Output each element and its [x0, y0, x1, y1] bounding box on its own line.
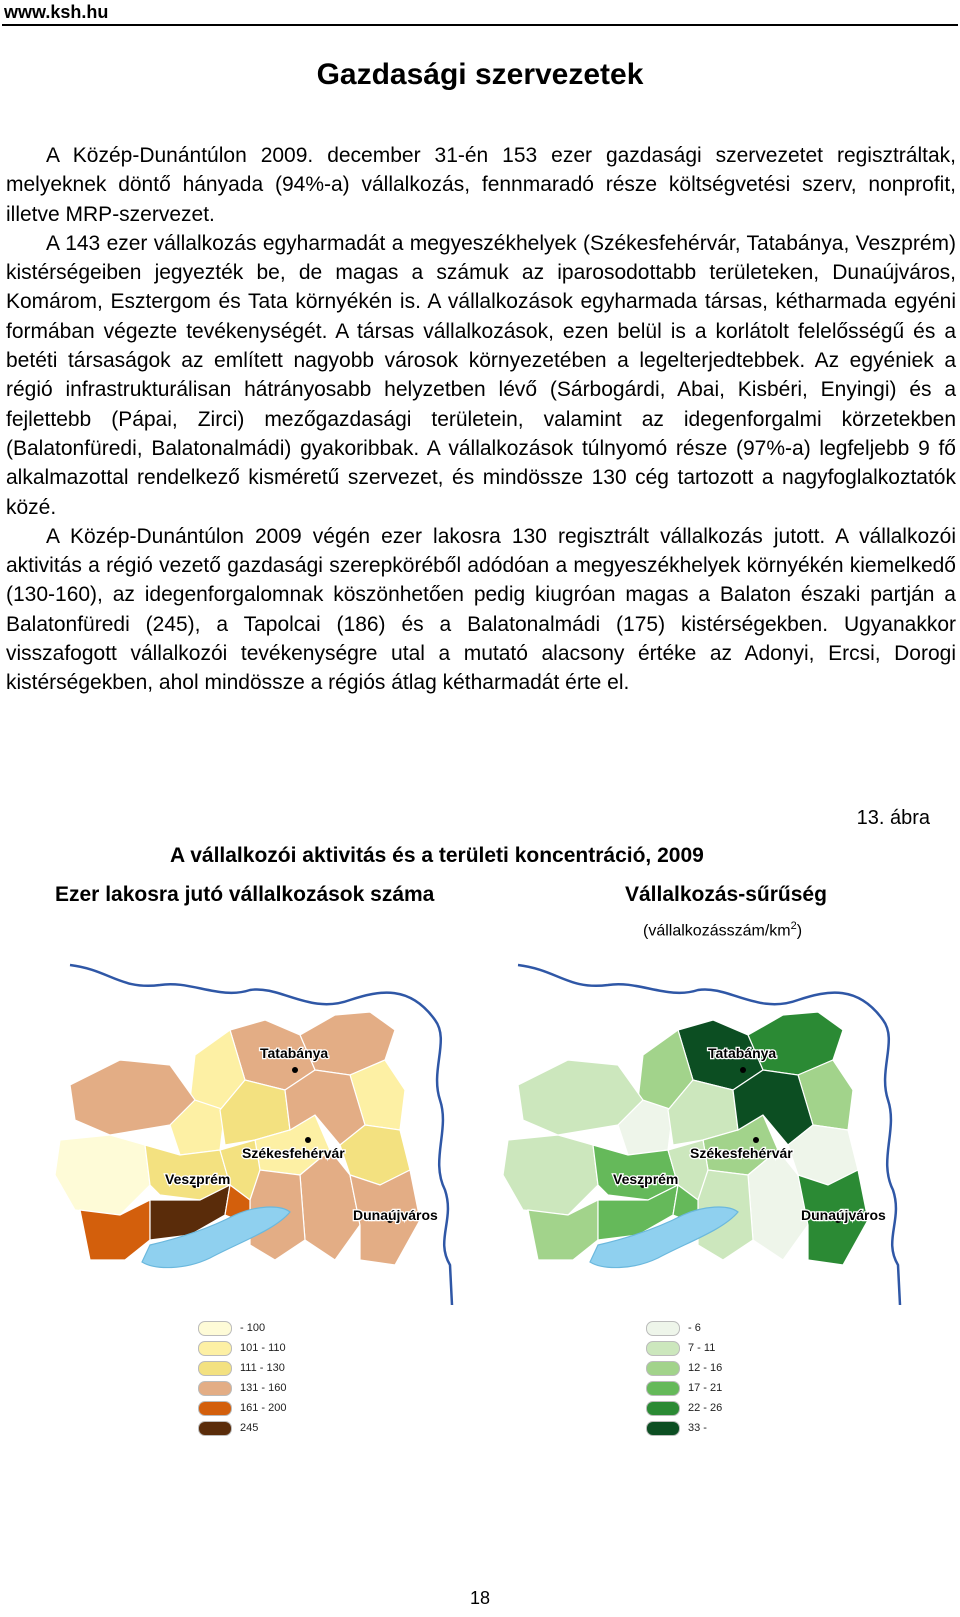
left-map-subtitle: Ezer lakosra jutó vállalkozások száma	[55, 883, 435, 906]
left-legend-item	[198, 1358, 286, 1378]
left-map-legend	[198, 1318, 286, 1438]
left-legend-item	[198, 1418, 286, 1438]
right-legend-label: 17 - 21	[688, 1382, 723, 1394]
paragraph-1: A Közép-Dunántúlon 2009. december 31-én 153 ezer gazdasági szervezetet regisztráltak, melyeknek döntő hányada (94%-a) vállalkozás, fennmaradó része költségvetési szerv, nonprofit, illetve MRP-szervezet.	[6, 144, 956, 226]
region-west	[55, 1135, 150, 1215]
paragraph-3: A Közép-Dunántúlon 2009 végén ezer lakosra 130 regisztrált vállalkozás jutott. A vállalkozói aktivitás a régió vezető gazdasági szerepköréből adódóan a megyeszékhelyek környékén kiemelkedő (130-160), az idegenforgalomnak köszönhetően pedig kiugróan magas a Balaton északi partján a Balatonfüredi (245), a Tapolcai (186) és a Balatonalmádi (175) kistérségekben. Ugyanakkor visszafogott vállalkozói tevékenységre utal a mutató alacsony értéke az Adonyi, Ercsi, Dorogi kistérségekben, ahol mindössze a régiós átlag kétharmadát érte el.	[6, 524, 956, 695]
body-text	[6, 141, 956, 698]
label-szekesfehervar: Székesfehérvár	[690, 1145, 793, 1161]
right-map-legend	[646, 1318, 722, 1438]
right-legend-swatch	[646, 1421, 680, 1436]
right-legend-item	[646, 1338, 722, 1358]
figure-title: A vállalkozói aktivitás és a területi koncentráció, 2009	[170, 844, 704, 867]
right-legend-label: 22 - 26	[688, 1402, 723, 1414]
left-legend-item	[198, 1338, 286, 1358]
label-tatabanya: Tatabánya	[708, 1045, 777, 1061]
left-legend-item	[198, 1378, 286, 1398]
label-dunaujvaros: Dunaújváros	[801, 1207, 886, 1223]
left-legend-swatch	[198, 1421, 232, 1436]
unit-close: )	[796, 922, 803, 940]
left-legend-label: 131 - 160	[240, 1382, 287, 1394]
right-legend-swatch	[646, 1401, 680, 1416]
right-choropleth-map	[498, 960, 908, 1310]
left-legend-swatch	[198, 1401, 232, 1416]
right-legend-swatch	[646, 1381, 680, 1396]
site-url[interactable]: www.ksh.hu	[4, 2, 109, 22]
right-legend-swatch	[646, 1361, 680, 1376]
figure-number: 13. ábra	[856, 807, 930, 829]
right-legend-item	[646, 1398, 722, 1418]
tatabanya-dot	[740, 1067, 746, 1073]
label-szekesfehervar: Székesfehérvár	[242, 1145, 345, 1161]
left-legend-swatch	[198, 1341, 232, 1356]
label-veszprem: Veszprém	[613, 1171, 679, 1187]
right-legend-label: 7 - 11	[688, 1342, 716, 1354]
region-west	[503, 1135, 598, 1215]
right-legend-item	[646, 1358, 722, 1378]
left-legend-label: 101 - 110	[240, 1342, 286, 1354]
right-legend-item	[646, 1418, 722, 1438]
right-legend-label: 33 -	[688, 1422, 707, 1434]
left-choropleth-map	[50, 960, 460, 1310]
right-map-subtitle: Vállalkozás-sűrűség	[625, 883, 827, 906]
left-legend-swatch	[198, 1321, 232, 1336]
unit-superscript: 2	[790, 920, 797, 932]
right-legend-label: - 6	[688, 1322, 701, 1334]
left-legend-label: 111 - 130	[240, 1362, 285, 1374]
paragraph-2: A 143 ezer vállalkozás egyharmadát a megyeszékhelyek (Székesfehérvár, Tatabánya, Veszprém) kistérségeiben jegyezték be, de magas a számuk az iparosodottabb területeken, Dunaújváros, Komárom, Esztergom és Tata környékén is. A vállalkozások egyharmada társas, kétharmada egyéni formában végezte tevékenységét. A társas vállalkozások, ezen belül is a korlátolt felelősségű és a betéti társaságok az említett nagyobb városok környezetében a legelterjedtebbek. Az egyéniek a régió infrastrukturálisan hátrányosabb helyzetben lévő (Sárbogárdi, Abai, Kisbéri, Enyingi) és a fejlettebb (Pápai, Zirci) mezőgazdasági területein, valamint az idegenforgalmi körzetekben (Balatonfüredi, Balatonalmádi) gyakoribbak. A vállalkozások túlnyomó része (97%-a) legfeljebb 9 fő alkalmazottal rendelkező kisméretű szervezet, és mindössze 130 cég tartozott a nagyfoglalkoztatók közé.	[6, 231, 956, 519]
left-legend-label: 161 - 200	[240, 1402, 287, 1414]
tatabanya-dot	[292, 1067, 298, 1073]
left-legend-label: - 100	[240, 1322, 266, 1334]
left-legend-label: 245	[240, 1422, 259, 1434]
szekesfehervar-dot	[753, 1137, 759, 1143]
right-legend-item	[646, 1318, 722, 1338]
page-title: Gazdasági szervezetek	[316, 58, 644, 91]
left-legend-item	[198, 1318, 286, 1338]
page-number: 18	[469, 1588, 491, 1608]
right-map-unit	[643, 920, 802, 940]
left-legend-item	[198, 1398, 286, 1418]
right-legend-item	[646, 1378, 722, 1398]
label-veszprem: Veszprém	[165, 1171, 231, 1187]
right-legend-label: 12 - 16	[688, 1362, 723, 1374]
header-rule	[2, 24, 958, 26]
szekesfehervar-dot	[305, 1137, 311, 1143]
label-tatabanya: Tatabánya	[260, 1045, 329, 1061]
left-legend-swatch	[198, 1361, 232, 1376]
left-legend-swatch	[198, 1381, 232, 1396]
right-legend-swatch	[646, 1321, 680, 1336]
label-dunaujvaros: Dunaújváros	[353, 1207, 438, 1223]
unit-text: (vállalkozásszám/km	[643, 922, 791, 940]
right-legend-swatch	[646, 1341, 680, 1356]
